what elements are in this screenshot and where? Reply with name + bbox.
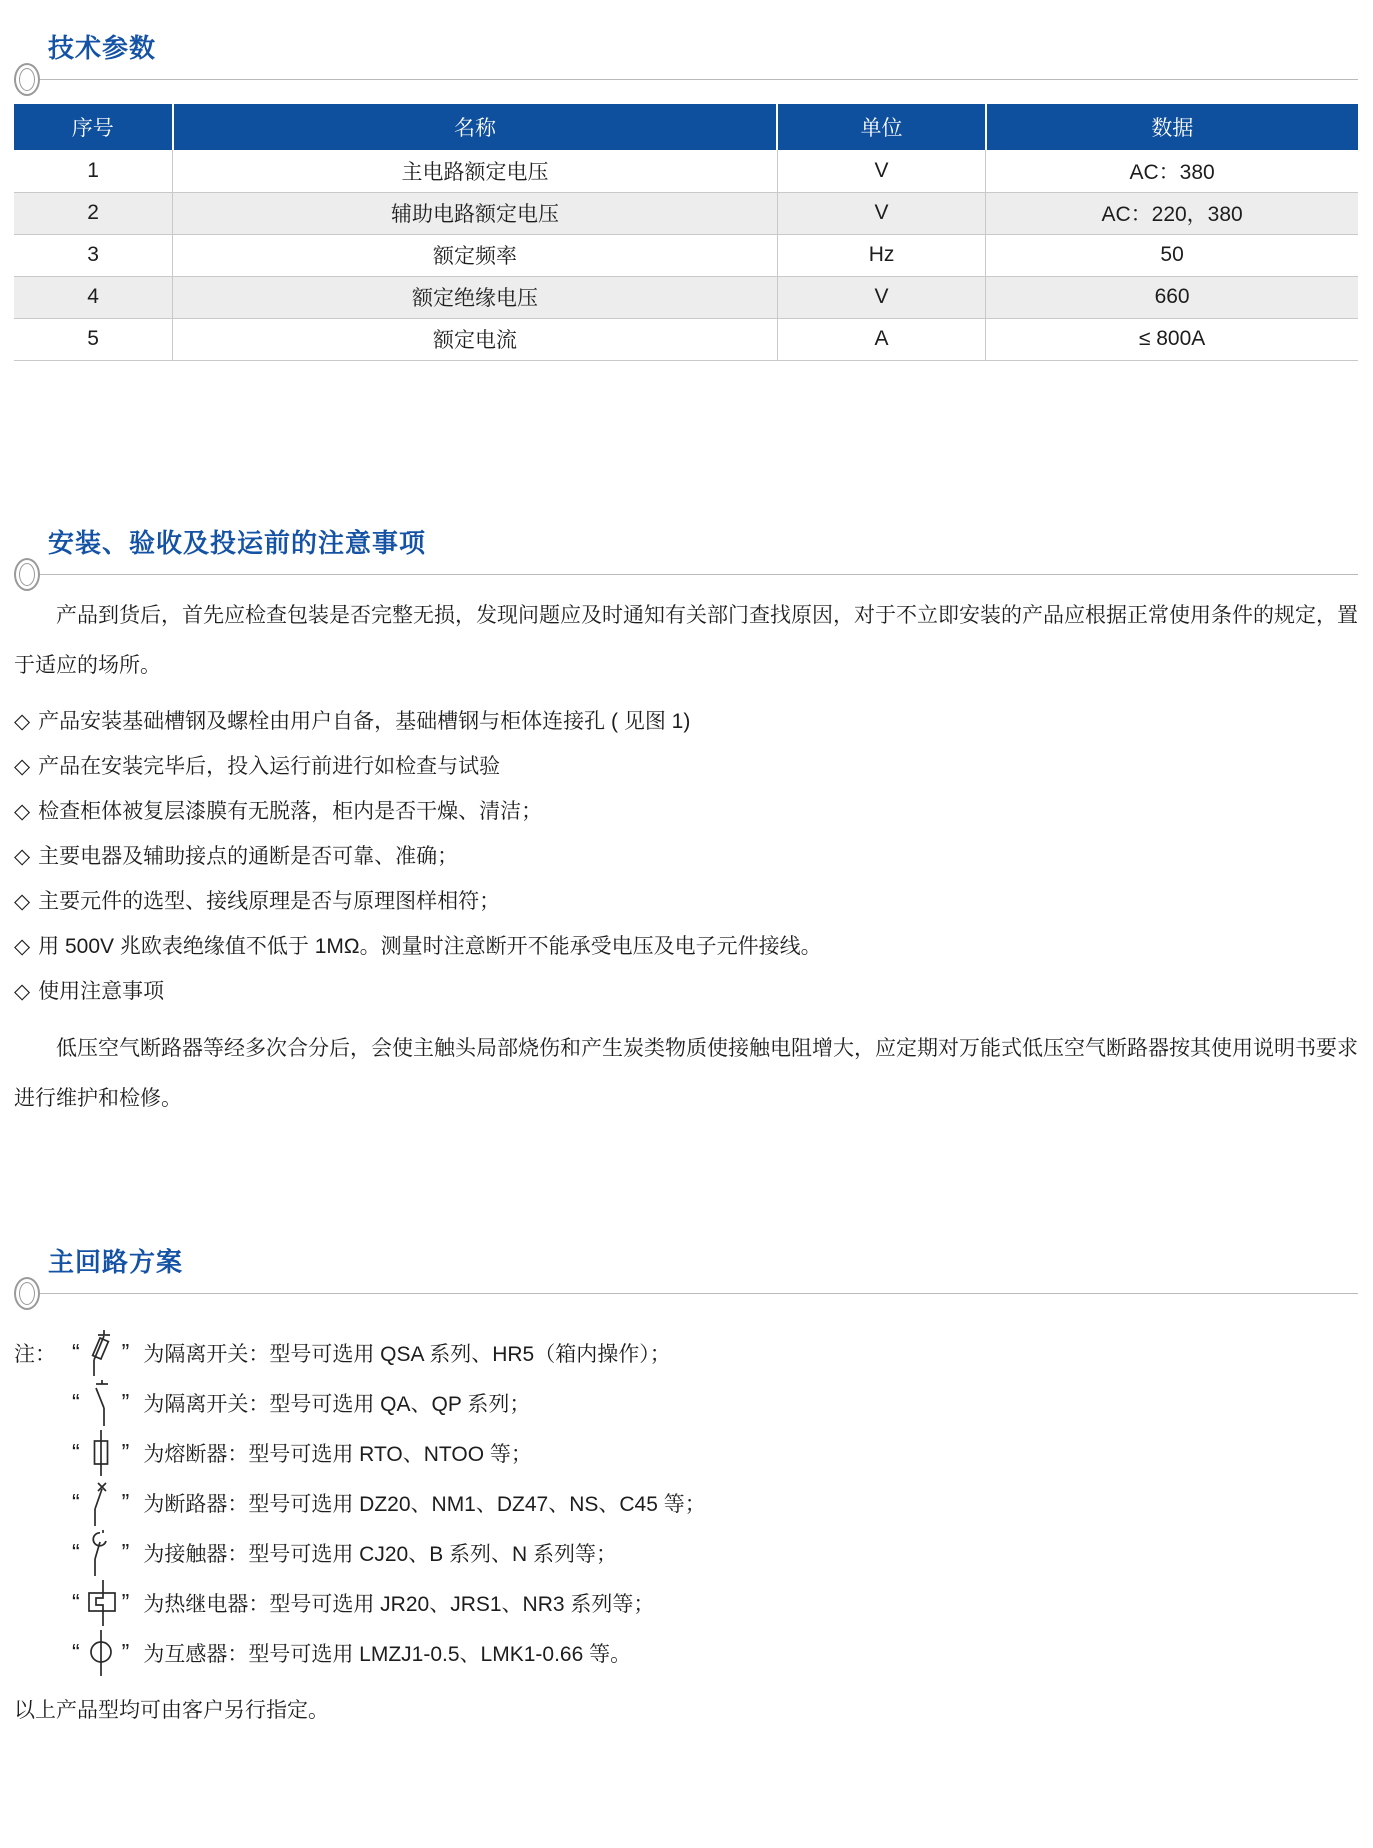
legend-text: 为接触器：型号可选用 CJ20、B 系列、N 系列等； — [143, 1542, 618, 1566]
cell-unit: A — [777, 318, 985, 360]
legend-text: 为隔离开关：型号可选用 QA、QP 系列； — [143, 1392, 531, 1416]
legend-text: 为断路器：型号可选用 DZ20、NM1、DZ47、NS、C45 等； — [143, 1492, 706, 1516]
list-item-text: 用 500V 兆欧表绝缘值不低于 1MΩ。测量时注意断开不能承受电压及电子元件接线。 — [38, 934, 822, 958]
open-quote: “ — [72, 1639, 80, 1665]
list-item-text: 产品在安装完毕后，投入运行前进行如检查与试验 — [38, 754, 501, 778]
page-title: 技术参数 — [48, 33, 157, 63]
ring-decoration-icon — [14, 558, 40, 591]
section-header — [14, 28, 1358, 80]
open-quote: “ — [72, 1339, 80, 1365]
col-header-name: 名称 — [173, 104, 778, 150]
section-title: 主回路方案 — [48, 1246, 184, 1277]
cell-unit: V — [777, 276, 985, 318]
list-item — [14, 834, 1358, 879]
checklist — [14, 699, 1358, 1014]
contactor-icon — [86, 1529, 116, 1577]
symbol-legend — [14, 1328, 1358, 1678]
section-divider — [14, 1293, 1358, 1294]
list-item — [14, 744, 1358, 789]
cell-name: 主电路额定电压 — [173, 150, 778, 192]
legend-row — [14, 1378, 1358, 1428]
cell-no: 5 — [14, 318, 173, 360]
diamond-bullet-icon: ◇ — [14, 889, 31, 913]
close-quote: ” — [121, 1339, 130, 1365]
diamond-bullet-icon: ◇ — [14, 709, 31, 733]
legend-text: 为熔断器：型号可选用 RTO、NTOO 等； — [143, 1442, 532, 1466]
legend-row — [14, 1628, 1358, 1678]
list-item — [14, 789, 1358, 834]
list-item-text: 检查柜体被复层漆膜有无脱落，柜内是否干燥、清洁； — [38, 799, 543, 823]
legend-row — [14, 1478, 1358, 1528]
section-divider — [14, 79, 1358, 80]
close-quote: ” — [121, 1539, 130, 1565]
legend-text: 为热继电器：型号可选用 JR20、JRS1、NR3 系列等； — [143, 1592, 655, 1616]
legend-row — [14, 1528, 1358, 1578]
close-quote: ” — [121, 1589, 130, 1615]
open-quote: “ — [72, 1389, 80, 1415]
diamond-bullet-icon: ◇ — [14, 934, 31, 958]
open-quote: “ — [72, 1539, 80, 1565]
cell-data: 50 — [986, 234, 1358, 276]
open-quote: “ — [72, 1489, 80, 1515]
col-header-no: 序号 — [14, 104, 173, 150]
section-technical-parameters — [14, 28, 1358, 361]
close-quote: ” — [121, 1489, 130, 1515]
cell-no: 4 — [14, 276, 173, 318]
section-header — [14, 523, 1358, 575]
table-header-row — [14, 104, 1358, 150]
close-quote: ” — [121, 1439, 130, 1465]
cell-name: 额定绝缘电压 — [173, 276, 778, 318]
open-quote: “ — [72, 1439, 80, 1465]
outro-paragraph: 低压空气断路器等经多次合分后，会使主触头局部烧伤和产生炭类物质使接触电阻增大，应定期对万能式低压空气断路器按其使用说明书要求进行维护和检修。 — [14, 1036, 1358, 1110]
legend-footer: 以上产品型均可由客户另行指定。 — [14, 1698, 329, 1722]
list-item-text: 产品安装基础槽钢及螺栓由用户自备，基础槽钢与柜体连接孔 ( 见图 1) — [38, 709, 691, 733]
fuse-switch-disconnector-icon — [86, 1329, 116, 1377]
list-item — [14, 969, 1358, 1014]
cell-no: 1 — [14, 150, 173, 192]
note-label: 注： — [14, 1342, 56, 1366]
cell-data: AC：220，380 — [986, 192, 1358, 234]
table-row — [14, 192, 1358, 234]
cell-unit: V — [777, 192, 985, 234]
cell-name: 辅助电路额定电压 — [173, 192, 778, 234]
cell-data: 660 — [986, 276, 1358, 318]
col-header-unit: 单位 — [777, 104, 985, 150]
list-item — [14, 924, 1358, 969]
cell-no: 3 — [14, 234, 173, 276]
disconnector-icon — [86, 1379, 116, 1427]
cell-unit: V — [777, 150, 985, 192]
close-quote: ” — [121, 1639, 130, 1665]
table-row — [14, 234, 1358, 276]
section-title: 安装、验收及投运前的注意事项 — [48, 527, 427, 558]
cell-name: 额定频率 — [173, 234, 778, 276]
diamond-bullet-icon: ◇ — [14, 799, 31, 823]
legend-row — [14, 1428, 1358, 1478]
cell-unit: Hz — [777, 234, 985, 276]
cell-data: AC：380 — [986, 150, 1358, 192]
section-divider — [14, 574, 1358, 575]
table-row — [14, 150, 1358, 192]
col-header-data: 数据 — [986, 104, 1358, 150]
open-quote: “ — [72, 1589, 80, 1615]
list-item-text: 主要元件的选型、接线原理是否与原理图样相符； — [38, 889, 501, 913]
list-item — [14, 879, 1358, 924]
diamond-bullet-icon: ◇ — [14, 979, 31, 1003]
intro-paragraph: 产品到货后，首先应检查包装是否完整无损，发现问题应及时通知有关部门查找原因，对于不立即安装的产品应根据正常使用条件的规定，置于适应的场所。 — [14, 603, 1358, 677]
cell-name: 额定电流 — [173, 318, 778, 360]
close-quote: ” — [121, 1389, 130, 1415]
circuit-breaker-icon — [86, 1479, 116, 1527]
current-transformer-icon — [86, 1629, 116, 1677]
section-main-circuit — [14, 1242, 1358, 1733]
section-header — [14, 1242, 1358, 1294]
cell-no: 2 — [14, 192, 173, 234]
fuse-icon — [86, 1429, 116, 1477]
ring-decoration-icon — [14, 1277, 40, 1310]
section-installation-notes — [14, 523, 1358, 1124]
thermal-relay-icon — [86, 1579, 116, 1627]
legend-row — [14, 1328, 1358, 1378]
cell-data: ≤ 800A — [986, 318, 1358, 360]
list-item-text: 主要电器及辅助接点的通断是否可靠、准确； — [38, 844, 459, 868]
legend-row — [14, 1578, 1358, 1628]
diamond-bullet-icon: ◇ — [14, 844, 31, 868]
legend-text: 为互感器：型号可选用 LMZJ1-0.5、LMK1-0.66 等。 — [143, 1642, 632, 1666]
ring-decoration-icon — [14, 63, 40, 96]
diamond-bullet-icon: ◇ — [14, 754, 31, 778]
legend-text: 为隔离开关：型号可选用 QSA 系列、HR5（箱内操作）； — [143, 1342, 671, 1366]
parameters-table — [14, 104, 1358, 361]
table-row — [14, 318, 1358, 360]
list-item — [14, 699, 1358, 744]
list-item-text: 使用注意事项 — [38, 979, 165, 1003]
table-row — [14, 276, 1358, 318]
